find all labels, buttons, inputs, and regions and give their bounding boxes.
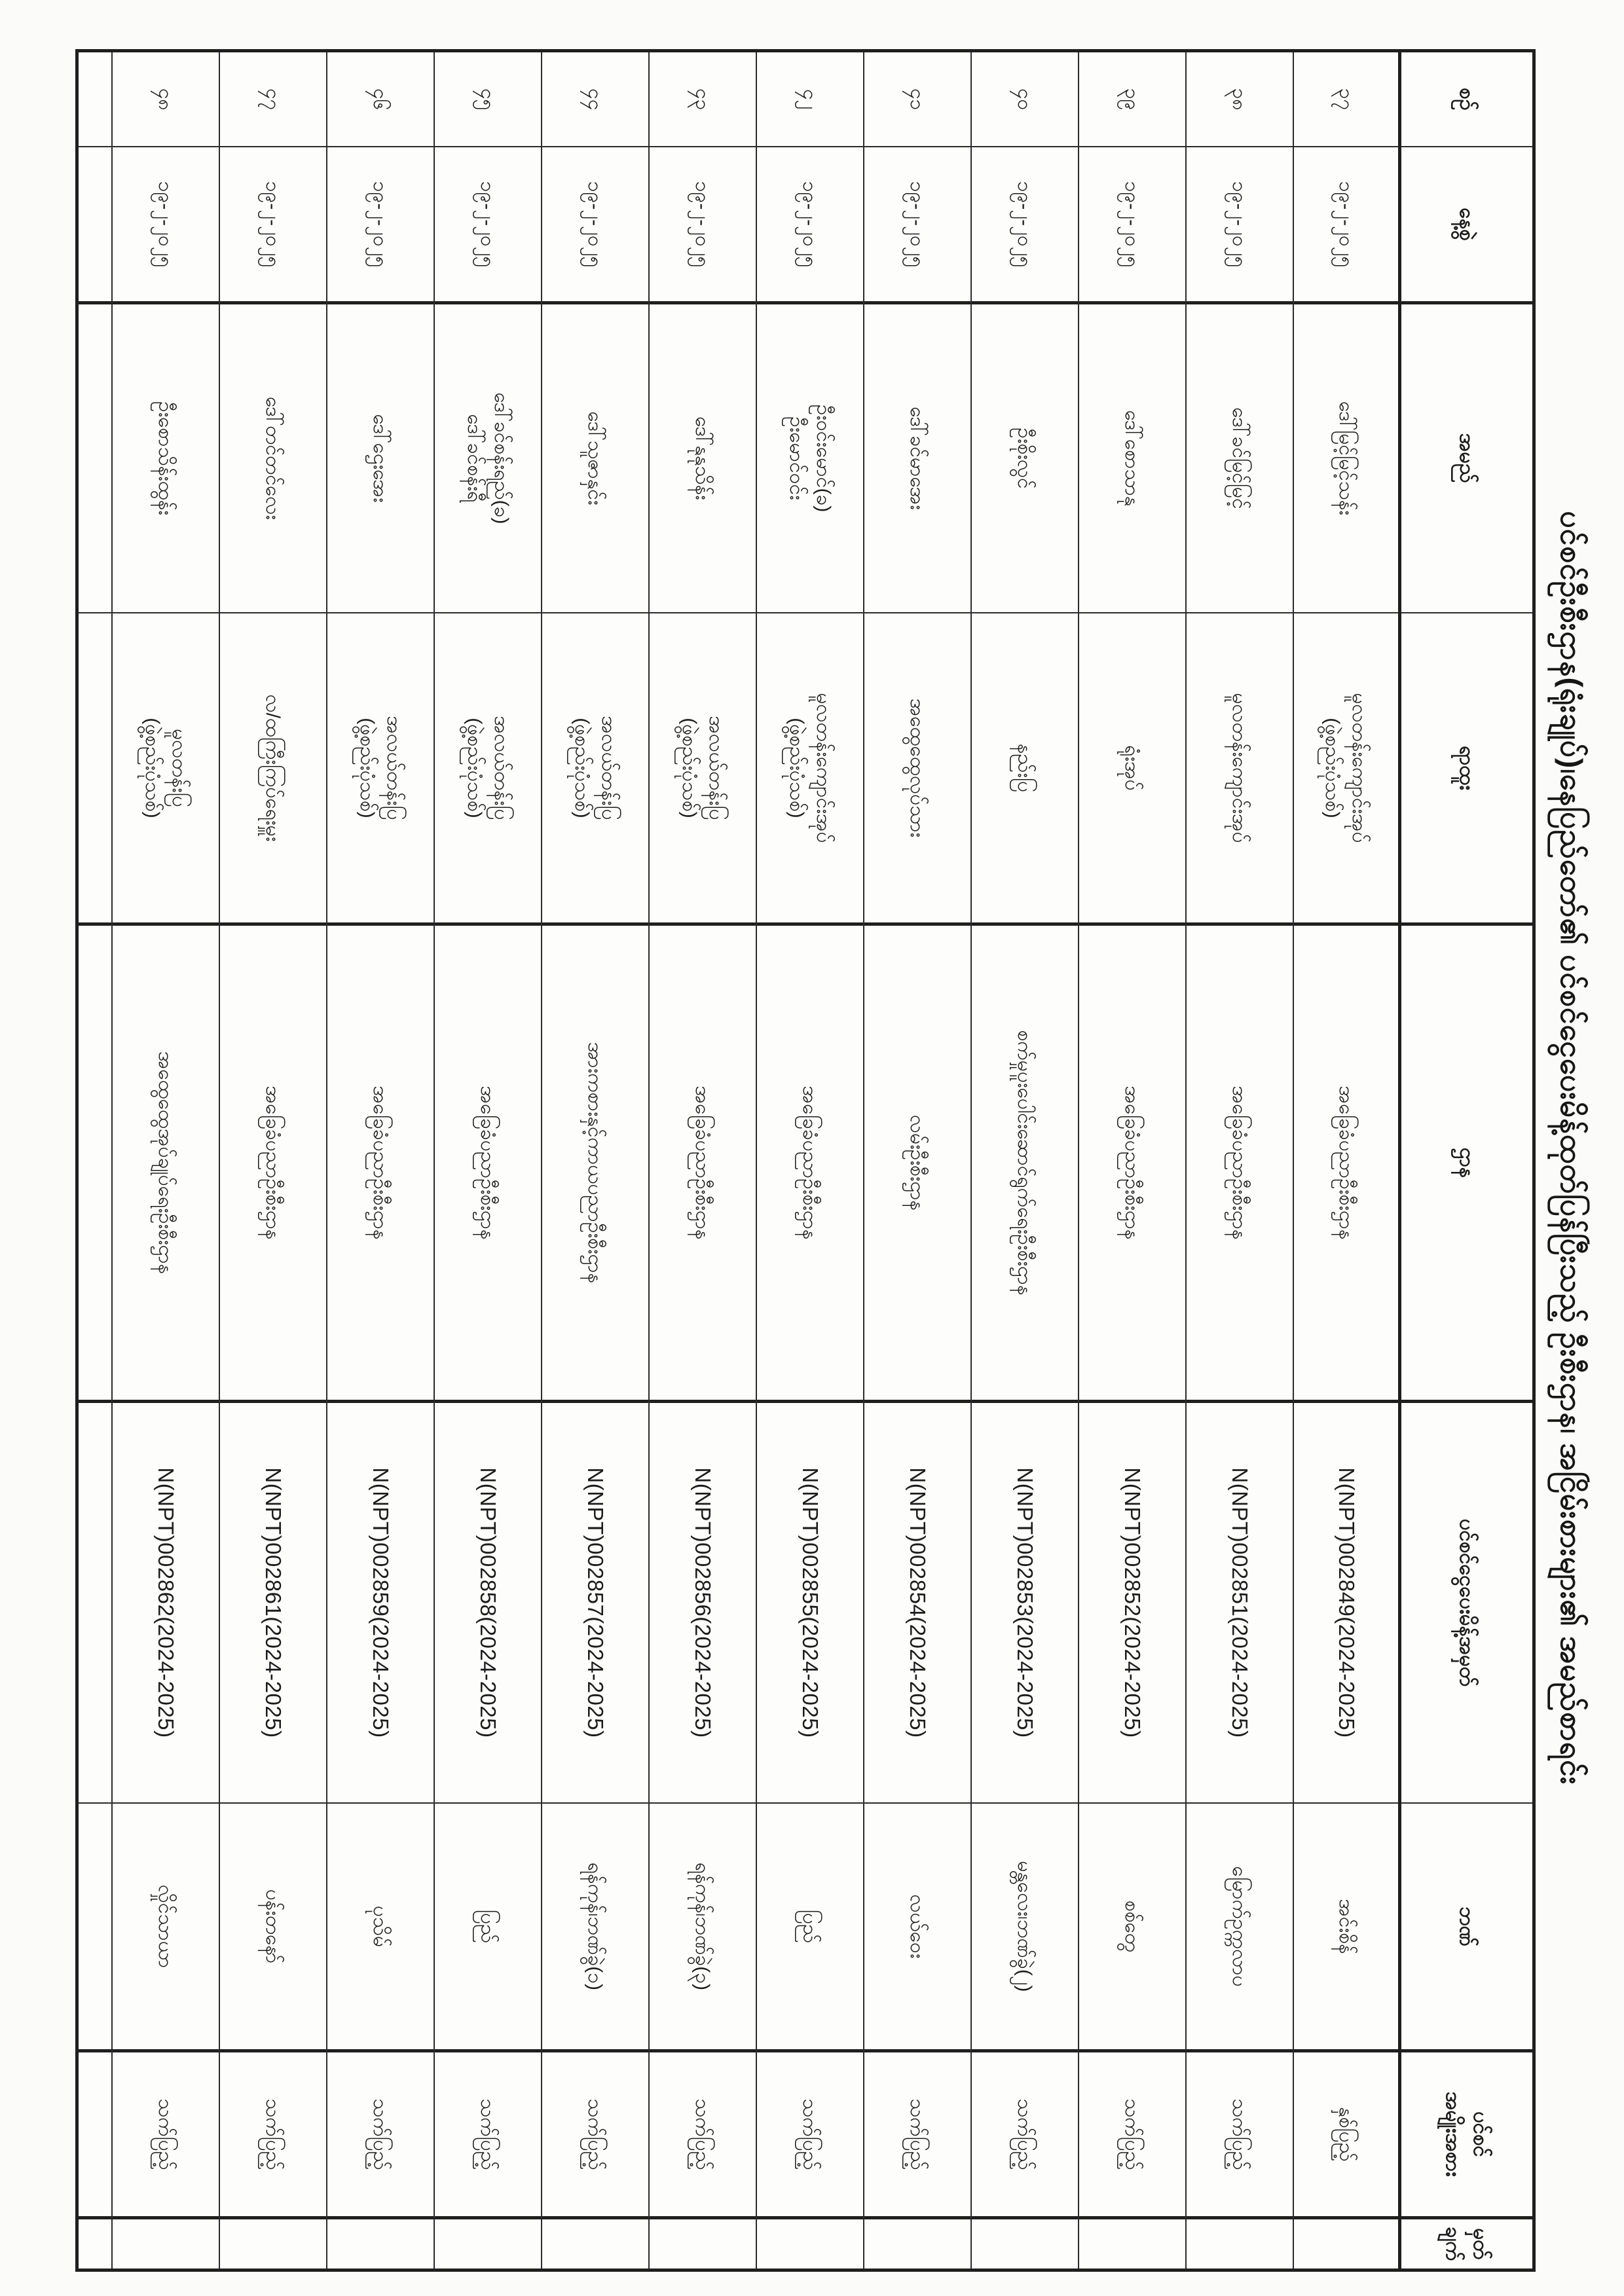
header-name: အမည် — [1401, 301, 1532, 612]
table-row — [220, 52, 327, 2269]
date-cell-text: ၁၉-၂-၂၀၂၅ — [369, 181, 392, 268]
position-cell-text: မူလတန်းကျောင်းအုပ် — [1228, 693, 1251, 843]
name-cell — [972, 301, 1078, 612]
page-title: ပင်စင်ဦးစီးဌာန(ရုံးချုပ်)၊နေပြည်တော်၏ ပင်စင်ငွေပေးမိန့်ထုတ်ပြန်ပြီးသည့် ဦးစီးဌာန၊ အငြိမ်းစားများ၏ အမည်စာရင်း — [1555, 511, 1589, 1785]
serial-cell — [1079, 52, 1185, 146]
position-cell-text: မူလတန်းကျောင်းအုပ် — [813, 693, 834, 843]
order-no-cell-text: N(NPT)002861(2024-2025) — [261, 1467, 286, 1738]
department-cell-text: အထွေထွေအုပ်ချုပ်ရေးဦးစီးဌာန — [155, 1051, 177, 1275]
bank-cell-text: လှိုင်သာယာ — [155, 1884, 177, 1969]
position-cell-text-line2: (ဖွဲ့စည်းပုံသစ်) — [678, 718, 700, 818]
position-cell-text: ရုံးအုပ် — [1121, 745, 1143, 791]
department-cell-text: လမ်းဦးစီးဌာန — [906, 1114, 929, 1211]
date-cell — [327, 146, 434, 301]
bank-cell-text: မန္တလေး၊ဘဏ်ခွဲ(၂) — [1014, 1861, 1036, 1992]
remark-cell — [650, 2216, 756, 2269]
order-no-cell-text: N(NPT)002859(2024-2025) — [369, 1467, 394, 1738]
bank-cell-text: ရန်ကုန်၊ဘဏ်ခွဲ(၁) — [584, 1862, 606, 1991]
serial-cell-text: ၃၈ — [1228, 88, 1251, 111]
pension-type-cell-text: သက်ပြည့် — [477, 2098, 499, 2170]
empty-cell — [79, 1400, 111, 1802]
pension-type-cell — [1079, 2049, 1185, 2216]
bank-cell — [327, 1802, 434, 2049]
date-cell-text: ၁၉-၂-၂၀၂၅ — [1014, 181, 1036, 268]
serial-cell — [220, 52, 326, 146]
pension-type-cell-text: နှစ်ပြည့် — [1335, 2107, 1357, 2162]
name-cell — [650, 301, 756, 612]
serial-cell — [972, 52, 1078, 146]
header-serial: စဉ် — [1456, 88, 1479, 111]
department-cell-text: အားကစားနှင့်ကာယပညာဦးစီးဌာန — [584, 1042, 606, 1284]
department-cell — [542, 922, 648, 1400]
name-cell — [1294, 301, 1398, 612]
position-cell-text-line2: (ဖွဲ့စည်းပုံသစ်) — [786, 718, 807, 818]
order-no-cell-text: N(NPT)002849(2024-2025) — [1334, 1467, 1359, 1738]
date-cell — [435, 146, 541, 301]
pension-table — [75, 49, 1536, 2272]
remark-cell — [1187, 2216, 1293, 2269]
bank-cell — [113, 1802, 219, 2049]
empty-cell — [79, 1802, 111, 2049]
department-cell-text: အခြေခံပညာဦးစီးဌာန — [477, 1085, 499, 1240]
bank-cell — [435, 1802, 541, 2049]
serial-cell — [864, 52, 970, 146]
table-row — [435, 52, 542, 2269]
date-cell — [1079, 146, 1185, 301]
remark-cell — [542, 2216, 648, 2269]
order-no-cell-text: N(NPT)002855(2024-2025) — [798, 1467, 823, 1738]
department-cell — [220, 922, 326, 1400]
serial-cell — [113, 52, 219, 146]
name-cell-text: ဒေါ်ခင်မြင့်မြင့် — [1228, 407, 1251, 509]
serial-cell — [757, 52, 863, 146]
position-cell-text: အထွေထွေလုပ်သား — [906, 698, 929, 838]
name-cell-text: ဒေါ်စောသာနု — [1121, 410, 1143, 507]
remark-cell — [757, 2216, 863, 2269]
department-cell-text: အခြေခံပညာဦးစီးဌာန — [1335, 1085, 1357, 1240]
empty-cell — [79, 146, 111, 301]
date-cell — [220, 146, 326, 301]
name-cell-text: ဒေါ်ခင်မာအေး — [906, 407, 929, 510]
bank-cell-text: လယ်ဝေး — [906, 1894, 929, 1959]
department-cell — [435, 922, 541, 1400]
date-cell-text: ၁၉-၂-၂၀၂၅ — [155, 181, 177, 268]
empty-cell — [79, 52, 111, 146]
bank-cell-text: အင်းစိန် — [1335, 1899, 1357, 1954]
pension-type-cell — [757, 2049, 863, 2216]
order-no-cell — [650, 1400, 756, 1802]
pension-type-cell-text: သက်ပြည့် — [584, 2098, 606, 2170]
empty-cell — [79, 612, 111, 922]
order-no-cell — [1187, 1400, 1293, 1802]
pension-type-cell-text: သက်ပြည့် — [155, 2098, 177, 2170]
bank-cell — [650, 1802, 756, 2049]
order-no-cell — [864, 1400, 970, 1802]
table-row — [1187, 52, 1294, 2269]
serial-cell-text: ၄၅ — [477, 88, 499, 111]
name-cell-text: ဦးစောသိန်းထွန်း — [155, 401, 177, 516]
table-row — [542, 52, 650, 2269]
position-cell-text-line2: (ဖွဲ့စည်းပုံသစ်) — [571, 718, 593, 818]
position-cell — [972, 612, 1078, 922]
table-row — [972, 52, 1079, 2269]
department-cell-text: အခြေခံပညာဦးစီးဌာန — [369, 1085, 392, 1240]
position-cell — [1187, 612, 1293, 922]
name-cell — [220, 301, 326, 612]
bank-cell — [972, 1802, 1078, 2049]
date-cell-text: ၁၉-၂-၂၀၂၅ — [584, 181, 606, 268]
name-cell — [1079, 301, 1185, 612]
date-cell-text: ၁၉-၂-၂၀၂၅ — [799, 181, 821, 268]
serial-cell — [542, 52, 648, 146]
date-cell — [1187, 146, 1293, 301]
date-cell — [650, 146, 756, 301]
name-cell-text: ဒေါ်နုနုသိန်း — [692, 416, 714, 500]
position-cell-text: မူလတန်းကျောင်းအုပ် — [1348, 693, 1371, 843]
name-cell-text: ဒေါ်တင်တင်လေး — [262, 396, 284, 520]
date-cell-text: ၁၉-၂-၂၀၂၅ — [1228, 181, 1251, 268]
remark-cell — [113, 2216, 219, 2269]
date-cell — [864, 146, 970, 301]
position-cell — [864, 612, 970, 922]
date-cell — [542, 146, 648, 301]
department-cell — [327, 922, 434, 1400]
bank-cell — [757, 1802, 863, 2049]
department-cell-text: အခြေခံပညာဦးစီးဌာန — [1228, 1085, 1251, 1240]
name-cell — [113, 301, 219, 612]
bank-cell-text: စစ်တွေ — [1121, 1900, 1143, 1953]
department-cell-text: စက်မှုပူးပေါင်းဆောင်ရွက်ရေးဦးစီးဌာန — [1014, 1030, 1036, 1296]
table-row — [327, 52, 435, 2269]
order-no-cell — [972, 1400, 1078, 1802]
remark-cell — [972, 2216, 1078, 2269]
department-cell-text: အခြေခံပညာဦးစီးဌာန — [799, 1085, 821, 1240]
order-no-cell — [113, 1400, 219, 1802]
name-cell-text: ဒေါ်သူဇာနှင်း — [584, 411, 606, 505]
bank-cell — [1079, 1802, 1185, 2049]
serial-cell — [1294, 52, 1398, 146]
bank-cell-text: ရန်ကုန်၊ဘဏ်ခွဲ(၃) — [692, 1862, 714, 1991]
pension-type-cell — [650, 2049, 756, 2216]
name-cell-text-line2: ဦးမောင်ဝင်း — [786, 416, 807, 500]
order-no-cell-text: N(NPT)002852(2024-2025) — [1120, 1467, 1145, 1738]
date-cell — [113, 146, 219, 301]
department-cell-text: အခြေခံပညာဦးစီးဌာန — [1121, 1085, 1143, 1240]
date-cell — [1294, 146, 1398, 301]
serial-cell-text: ၄၆ — [369, 88, 392, 111]
position-cell — [327, 612, 434, 922]
bank-cell — [542, 1802, 648, 2049]
name-cell — [757, 301, 863, 612]
bank-cell — [864, 1802, 970, 2049]
serial-cell-text: ၄၇ — [262, 88, 284, 111]
remark-cell — [435, 2216, 541, 2269]
position-cell-text: အလယ်တန်းပြ — [490, 716, 512, 820]
table-row — [113, 52, 220, 2269]
remark-cell — [1294, 2216, 1398, 2269]
header-pension-type-line1: ပင်စင် — [1469, 2111, 1493, 2157]
table-row — [1294, 52, 1401, 2269]
name-cell-text: ဦးစိုးလွင် — [1014, 428, 1036, 489]
date-cell — [972, 146, 1078, 301]
position-cell-text: နည်းပြ — [1014, 743, 1036, 793]
position-cell-text-line2: (ဖွဲ့စည်းပုံသစ်) — [356, 718, 378, 818]
header-position: ရာထူး — [1401, 612, 1532, 922]
order-no-cell — [435, 1400, 541, 1802]
order-no-cell-text: N(NPT)002857(2024-2025) — [583, 1467, 608, 1738]
order-no-cell — [1294, 1400, 1398, 1802]
department-cell-text: အခြေခံပညာဦးစီးဌာန — [692, 1085, 714, 1240]
header-remark-line1: မှတ် — [1469, 2228, 1493, 2260]
pension-type-cell — [972, 2049, 1078, 2216]
position-cell — [1079, 612, 1185, 922]
position-cell-text: မူလတန်းပြ — [168, 729, 190, 807]
pension-type-cell — [435, 2049, 541, 2216]
pension-type-cell-text: သက်ပြည့် — [262, 2098, 284, 2170]
pension-type-cell-text: သက်ပြည့် — [906, 2098, 929, 2170]
pension-type-cell-text: သက်ပြည့် — [692, 2098, 714, 2170]
department-cell — [1294, 922, 1398, 1400]
order-no-cell — [1079, 1400, 1185, 1802]
name-cell — [542, 301, 648, 612]
header-remark-line2: ချက် — [1442, 2227, 1465, 2261]
pension-type-cell — [220, 2049, 326, 2216]
date-cell-text: ၁၉-၂-၂၀၂၅ — [906, 181, 929, 268]
name-cell — [1187, 301, 1293, 612]
pension-type-cell-text: သက်ပြည့် — [1228, 2098, 1251, 2170]
department-cell — [113, 922, 219, 1400]
date-cell-text: ၁၉-၂-၂၀၂၅ — [692, 181, 714, 268]
remark-cell — [1079, 2216, 1185, 2269]
serial-cell — [650, 52, 756, 146]
name-cell-text-line2: ဒေါ်ခင်စန်းရီ — [464, 414, 485, 503]
serial-cell-text: ၄၁ — [906, 88, 929, 111]
pension-type-cell — [1294, 2049, 1398, 2216]
order-no-cell-text: N(NPT)002858(2024-2025) — [476, 1467, 501, 1738]
position-cell-text: အလယ်တန်းပြ — [383, 716, 405, 820]
order-no-cell — [542, 1400, 648, 1802]
table-row — [1079, 52, 1187, 2269]
pension-type-cell — [113, 2049, 219, 2216]
serial-cell-text: ၄၈ — [155, 88, 177, 111]
name-cell — [327, 301, 434, 612]
position-cell — [435, 612, 541, 922]
serial-cell — [327, 52, 434, 146]
serial-cell — [1187, 52, 1293, 146]
department-cell — [1079, 922, 1185, 1400]
pension-type-cell — [1187, 2049, 1293, 2216]
serial-cell-text: ၄၄ — [584, 88, 606, 111]
bank-cell — [220, 1802, 326, 2049]
position-cell-text: အလယ်တန်းပြ — [598, 716, 619, 820]
remark-cell — [864, 2216, 970, 2269]
name-cell-text: ဒေါ်ဌေးအေး — [369, 414, 392, 503]
serial-cell-text: ၄၂ — [799, 88, 821, 110]
header-bank: ဘဏ် — [1401, 1802, 1532, 2049]
header-pension-type — [1401, 2049, 1532, 2216]
order-no-cell-text: N(NPT)002853(2024-2025) — [1013, 1467, 1038, 1738]
table-header-row — [1401, 52, 1532, 2269]
name-cell-text: ဒေါ်မြင့်မြင့်သန်း — [1335, 401, 1357, 516]
pension-type-cell — [864, 2049, 970, 2216]
empty-row — [79, 52, 113, 2269]
name-cell — [435, 301, 541, 612]
serial-cell-text: ၄၃ — [692, 88, 714, 111]
date-cell-text: ၁၉-၂-၂၀၂၅ — [477, 181, 499, 268]
position-cell-text-line2: (ဖွဲ့စည်းပုံသစ်) — [1321, 718, 1344, 818]
bank-cell-text: မြောက်ဥက္ကလာပ — [1228, 1866, 1251, 1987]
order-no-cell-text: N(NPT)002856(2024-2025) — [691, 1467, 716, 1738]
department-cell — [864, 922, 970, 1400]
date-cell-text: ၁၉-၂-၂၀၂၅ — [262, 181, 284, 268]
table-row — [757, 52, 864, 2269]
position-cell-text: လ/ထကြီးကြပ်ရေးမှူး — [262, 694, 284, 842]
serial-cell-text: ၃၉ — [1121, 88, 1143, 111]
empty-cell — [79, 922, 111, 1400]
empty-cell — [79, 2049, 111, 2216]
bank-cell — [1187, 1802, 1293, 2049]
department-cell — [972, 922, 1078, 1400]
pension-type-cell-text: သက်ပြည့် — [369, 2098, 392, 2170]
department-cell — [1187, 922, 1293, 1400]
date-cell-text: ၁၉-၂-၂၀၂၅ — [1335, 181, 1357, 268]
bank-cell-text: ပြည် — [477, 1909, 499, 1944]
pension-type-cell — [542, 2049, 648, 2216]
date-cell — [757, 146, 863, 301]
position-cell — [1294, 612, 1398, 922]
serial-cell-text: ၃၇ — [1335, 88, 1357, 111]
empty-cell — [79, 2216, 111, 2269]
remark-cell — [220, 2216, 326, 2269]
order-no-cell-text: N(NPT)002854(2024-2025) — [906, 1467, 931, 1738]
department-cell-text: အခြေခံပညာဦးစီးဌာန — [262, 1085, 284, 1240]
header-pension-type-line2: အမျိုးအစား — [1442, 2092, 1465, 2177]
pension-type-cell-text: သက်ပြည့် — [1121, 2098, 1143, 2170]
order-no-cell — [757, 1400, 863, 1802]
position-cell — [220, 612, 326, 922]
position-cell — [113, 612, 219, 922]
bank-cell-text: ပန်းတနော် — [262, 1889, 284, 1964]
position-cell-text-line2: (ဖွဲ့စည်းပုံသစ်) — [464, 718, 485, 818]
position-cell — [542, 612, 648, 922]
table-row — [650, 52, 757, 2269]
name-cell — [864, 301, 970, 612]
order-no-cell-text: N(NPT)002862(2024-2025) — [154, 1467, 179, 1738]
order-no-cell — [220, 1400, 326, 1802]
department-cell — [650, 922, 756, 1400]
position-cell-text: အလယ်တန်းပြ — [705, 716, 727, 820]
serial-cell — [435, 52, 541, 146]
order-no-cell — [327, 1400, 434, 1802]
table-row — [864, 52, 972, 2269]
department-cell — [757, 922, 863, 1400]
position-cell — [650, 612, 756, 922]
header-date: နေ့စွဲ — [1401, 146, 1532, 301]
name-cell-text: ဦးဝင်းမောင်(ခ) — [813, 404, 834, 513]
bank-cell — [1294, 1802, 1398, 2049]
pension-type-cell-text: သက်ပြည့် — [1014, 2098, 1036, 2170]
bank-cell-text: ပုသိမ် — [369, 1905, 392, 1948]
date-cell-text: ၁၉-၂-၂၀၂၅ — [1121, 181, 1143, 268]
position-cell — [757, 612, 863, 922]
header-department: ဌာန — [1401, 922, 1532, 1400]
header-remark — [1401, 2216, 1532, 2269]
serial-cell-text: ၄၀ — [1014, 88, 1036, 111]
order-no-cell-text: N(NPT)002851(2024-2025) — [1228, 1467, 1253, 1738]
bank-cell-text: ပြည် — [799, 1909, 821, 1944]
header-order-no: ပင်စင်ငွေပေးမိန့်အမှတ် — [1401, 1400, 1532, 1802]
pension-type-cell — [327, 2049, 434, 2216]
position-cell-text-line2: (ဖွဲ့စည်းပုံသစ်) — [141, 718, 163, 818]
name-cell-text: ဒေါ်ခင်စန်းရည်(ခ) — [490, 392, 512, 524]
empty-cell — [79, 301, 111, 612]
remark-cell — [327, 2216, 434, 2269]
pension-type-cell-text: သက်ပြည့် — [799, 2098, 821, 2170]
